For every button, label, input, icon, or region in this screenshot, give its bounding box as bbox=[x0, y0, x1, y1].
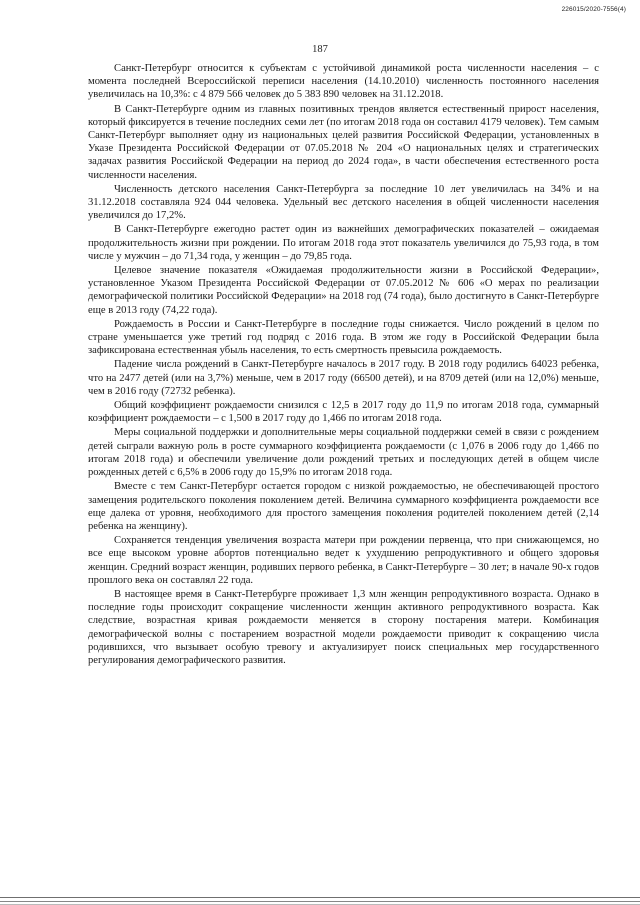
paragraph-natural-increase: В Санкт-Петербурге одним из главных позитивных трендов является естественный прирост населения, который фиксируется в течение последних семи лет (по итогам 2018 года он составил 4179 человек). Тем самым Санкт-Петербург выполняет одну из национальных целей развития Российской Федерации, установленных в Указе Президента Российской Федерации от 07.05.2018 № 204 «О национальных целях и стратегических задачах развития Российской Федерации на период до 2024 года», в части обеспечения естественного роста численности населения. bbox=[88, 103, 599, 181]
document-body bbox=[88, 62, 599, 668]
paragraph-birth-rate-decline: Рождаемость в России и Санкт-Петербурге в последние годы снижается. Число рождений в целом по стране уменьшается уже третий год подряд с 2016 года. В этом же году в Российской Федерации была зафиксирована естественная убыль населения, то есть смертность превысила рождаемость. bbox=[88, 318, 599, 357]
paragraph-target-value: Целевое значение показателя «Ожидаемая продолжительности жизни в Российской Федерации», установленное Указом Президента Российской Федерации от 07.05.2012 № 606 «О мерах по реализации демографической политики Российской Федерации» на 2018 год (74 года), было достигнуто в Санкт-Петербурге еще в 2013 году (74,22 года). bbox=[88, 265, 599, 316]
page-number: 187 bbox=[312, 44, 328, 55]
paragraph-population-growth: Санкт-Петербург относится к субъектам с устойчивой динамикой роста численности населения – с момента последней Всероссийской переписи населения (14.10.2010) численность постоянного населения увеличилась на 10,3%: с 4 879 566 человек до 5 383 890 человек на 31.12.2018. bbox=[88, 63, 599, 101]
document-registration-number: 226015/2020-7556(4) bbox=[561, 6, 626, 13]
paragraph-low-fertility: Вместе с тем Санкт-Петербург остается городом с низкой рождаемостью, не обеспечивающей простого замещения родительского поколения поколением детей. Величина суммарного коэффициента рождаемости все еще далека от уровня, необходимого для простого замещения поколения родителей поколением детей (2,14 ребенка на женщину). bbox=[88, 481, 599, 532]
scan-edge-line bbox=[0, 897, 640, 902]
paragraph-maternal-age: Сохраняется тенденция увеличения возраста матери при рождении первенца, что при снижающемся, но все еще высоком уровне абортов потенциально ведет к ухудшению репродуктивного и общего здоровья женщин. Средний возраст женщин, родивших первого ребенка, в Санкт-Петербурге – 30 лет; в начале 90-х годов прошлого века он составлял 22 года. bbox=[88, 535, 599, 586]
paragraph-births-fall: Падение числа рождений в Санкт-Петербурге началось в 2017 году. В 2018 году родились 64023 ребенка, что на 2477 детей (или на 3,7%) меньше, чем в 2017 году (66500 детей), и на 8709 детей (или на 12,0%) меньше, чем в 2016 году (72732 ребенка). bbox=[88, 359, 599, 397]
paragraph-life-expectancy: В Санкт-Петербурге ежегодно растет один из важнейших демографических показателей – ожидаемая продолжительность жизни при рождении. По итогам 2018 года этот показатель увеличился до 75,93 года, в том числе у мужчин – до 71,34 года, у женщин – до 79,85 года. bbox=[88, 224, 599, 262]
paragraph-child-population: Численность детского населения Санкт-Петербурга за последние 10 лет увеличилась на 34% и на 31.12.2018 составляла 924 044 человека. Удельный вес детского населения в общей численности населения увеличился до 17,2%. bbox=[88, 183, 599, 222]
paragraph-fertility-coefficient: Общий коэффициент рождаемости снизился с 12,5 в 2017 году до 11,9 по итогам 2018 года, суммарный коэффициент рождаемости – с 1,500 в 2017 году до 1,466 по итогам 2018 года. bbox=[88, 400, 599, 425]
paragraph-reproductive-women: В настоящее время в Санкт-Петербурге проживает 1,3 млн женщин репродуктивного возраста. Однако в последние годы происходит сокращение численности женщин активного репродуктивного возраста. Как следствие, возрастная кривая рождаемости меняется в сторону постарения матери. Комбинация демографической волны с постарением возрастной модели рождаемости приводит к сокращению числа родившихся, что вызывает особую тревогу и актуализирует поиск специальных мер государственного регулирования демографического развития. bbox=[88, 588, 599, 666]
paragraph-social-support: Меры социальной поддержки и дополнительные меры социальной поддержки семей в связи с рождением детей сыграли важную роль в росте суммарного коэффициента рождаемости (с 1,076 в 2006 году до 1,466 по итогам 2018 года) и обеспечили увеличение доли рождений третьих и последующих детей в общем числе рожденных детей с 6,5% в 2006 году до 15,9% по итогам 2018 года. bbox=[88, 427, 599, 479]
